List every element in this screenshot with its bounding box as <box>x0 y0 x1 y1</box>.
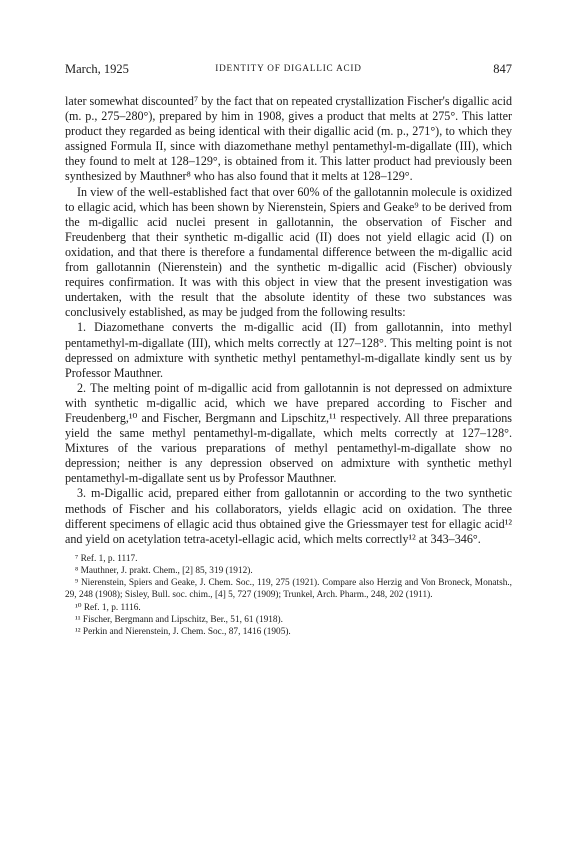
footnote-12: ¹² Perkin and Nierenstein, J. Chem. Soc., 87, 1416 (1905). <box>75 627 291 638</box>
header-date: March, 1925 <box>65 62 129 76</box>
article-body <box>65 94 512 547</box>
footnote-8: ⁸ Mauthner, J. prakt. Chem., [2] 85, 319 (1912). <box>75 566 253 577</box>
footnote-9: ⁹ Nierenstein, Spiers and Geake, J. Chem. Soc., 119, 275 (1921). Compare also Herzig and Von Broneck, Monatsh., 29, 248 (1908); Sisley, Bull. soc. chim., [4] 5, 727 (1909); Trunkel, Arch. Pharm., 248, 202 (1911). <box>65 578 512 601</box>
footnote-10: ¹⁰ Ref. 1, p. 1116. <box>75 602 141 613</box>
paragraph-result-1: 1. Diazomethane converts the m-digallic acid (II) from gallotannin, into methyl pentamethyl-m-digallate (III), which melts correctly at 127–128°. This melting point is not depressed on admixture with synthetic methyl pentamethyl-m-digallate kindly sent us by Professor Mauthner. <box>65 320 512 380</box>
paragraph-ellagic-acid-context: In view of the well-established fact that over 60% of the gallotannin molecule is oxidized to ellagic acid, which has been shown by Nierenstein, Spiers and Geake⁹ to be derived from the m-digallic acid nuclei present in gallotannin, the observation of Fischer and Freudenberg that their synthetic m-digallic acid (II) does not yield ellagic acid (I) on oxidation, and that there is therefore a fundamental difference between the m-digallic acid from gallotannin (Nierenstein) and the synthetic m-digallic acid (Fischer) obviously requires confirmation. It was with this object in view that the present investigation was undertaken, with the result that the absolute identity of these two substances was conclusively established, as may be judged from the following results: <box>65 184 512 320</box>
paragraph-result-2: 2. The melting point of m-digallic acid from gallotannin is not depressed on admixture with synthetic m-digallic acid, which we have prepared according to Fischer and Freudenberg,¹⁰ and Fischer, Bergmann and Lipschitz,¹¹ respectively. All three preparations yield the same methyl pentamethyl-m-digallate, which melts correctly at 127–128°. Mixtures of the various preparations of methyl pentamethyl-m-digallate show no depression; neither is any depression observed on admixture with synthetic methyl pentamethyl-m-digallate sent us by Professor Mauthner. <box>65 380 512 486</box>
journal-page <box>65 62 512 638</box>
paragraph-result-3: 3. m-Digallic acid, prepared either from gallotannin or according to the two synthetic methods of Fischer and his collaborators, yields ellagic acid on oxidation. The three different specimens of ellagic acid thus obtained give the Griessmayer test for ellagic acid¹² and yield on acetylation tetra-acetyl-ellagic acid, which melts correctly¹² at 343–346°. <box>65 486 512 546</box>
header-running-title: IDENTITY OF DIGALLIC ACID <box>215 63 362 73</box>
header-page-number: 847 <box>493 62 512 76</box>
paragraph-continuation: later somewhat discounted⁷ by the fact that on repeated crystallization Fischer's digallic acid (m. p., 275–280°), prepared by him in 1908, gives a product that melts at 275°. This latter product they regarded as being identical with their digallic acid (m. p., 271°), to which they assigned Formula II, since with diazomethane methyl pentamethyl-m-digallate (III), which they found to melt at 128–129°, is obtained from it. This latter product had previously been synthesized by Mauthner⁸ who has also found that it melts at 128–129°. <box>65 94 512 184</box>
running-header <box>65 62 512 76</box>
footnotes <box>65 553 512 638</box>
footnote-11: ¹¹ Fischer, Bergmann and Lipschitz, Ber., 51, 61 (1918). <box>75 614 283 625</box>
footnote-7: ⁷ Ref. 1, p. 1117. <box>75 553 138 564</box>
